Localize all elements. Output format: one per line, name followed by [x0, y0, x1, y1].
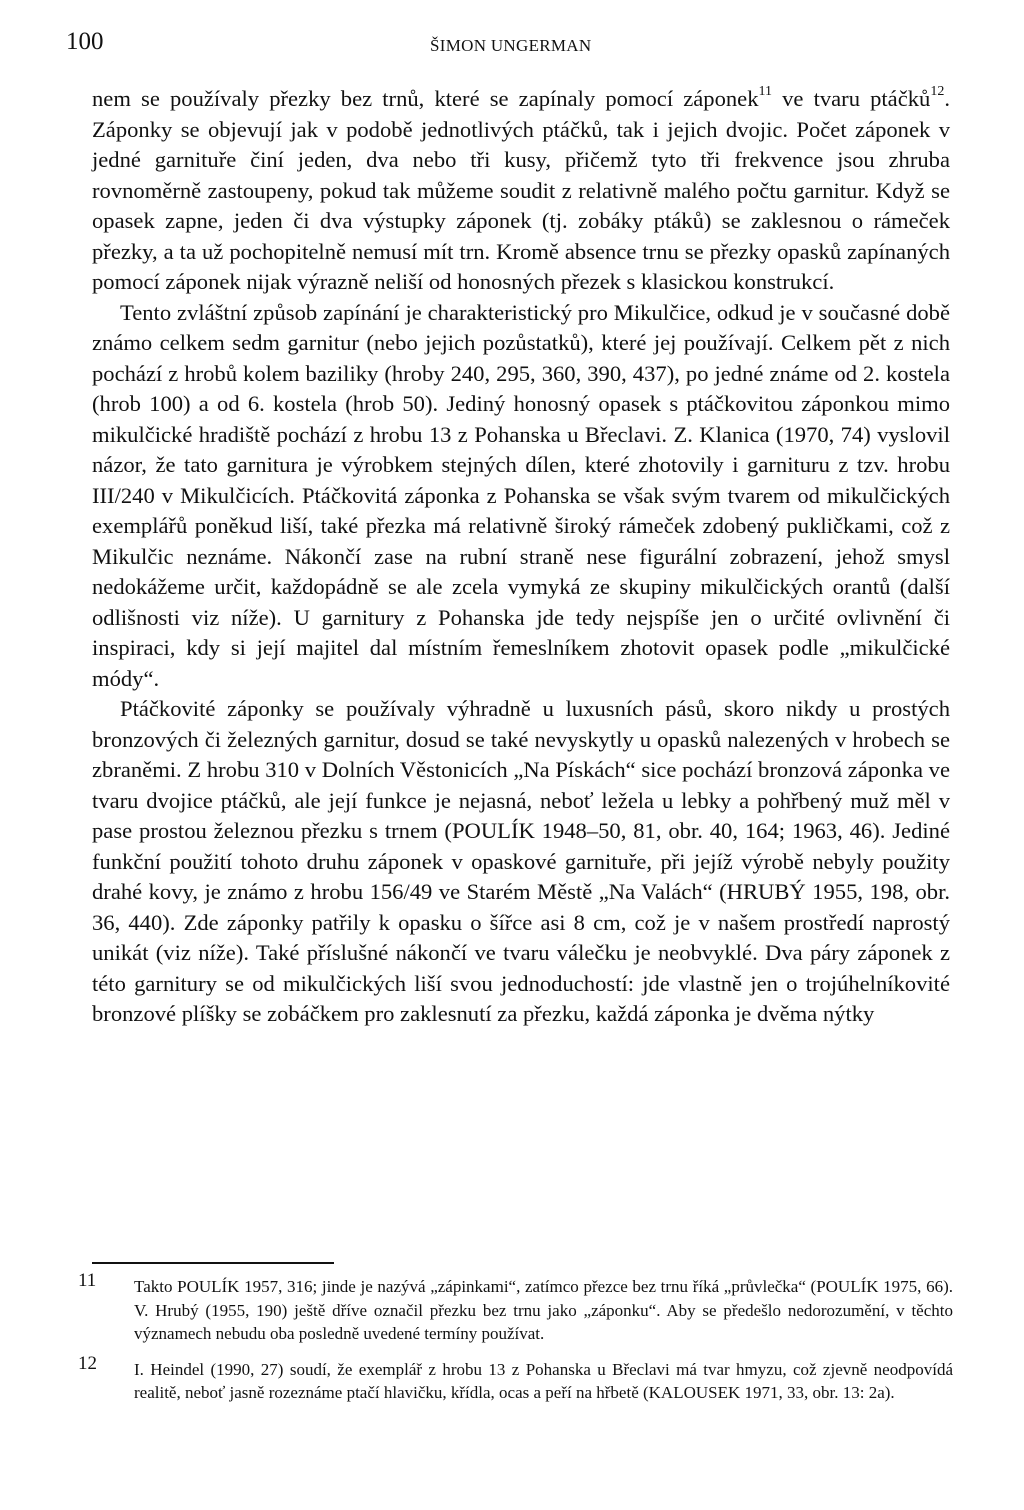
footnote-text: Takto POULÍK 1957, 316; jinde je nazývá „zápinkami“, zatímco přezce bez trnu říká „průvlečka“ (POULÍK 1975, 66). V. Hrubý (1955, 190) ještě dříve označil přezku bez trnu jako „záponku“. Aby se předešlo nedorozumění, v těchto významech nebudu oba posledně uvedené termíny používat.	[134, 1277, 953, 1343]
footnote-12	[48, 1352, 953, 1405]
footnotes	[48, 1270, 953, 1417]
paragraph-1-text-c: . Záponky se objevují jak v podobě jednotlivých ptáčků, tak i jejich dvojic. Počet záponek v jedné garnituře činí jeden, dva nebo tři kusy, přičemž tyto tři frekvence jsou zhruba rovnoměrně zastoupeny, pokud tak můžeme soudit z relativně malého počtu garnitur. Když se opasek zapne, jeden či dva výstupky záponek (tj. zobáky ptáků) se zaklesnou o rámeček přezky, a ta už pochopitelně nemusí mít trn. Kromě absence trnu se přezky opasků zapínaných pomocí záponek nijak výrazně neliší od honosných přezek s klasickou konstrukcí.	[92, 86, 950, 294]
body-text	[92, 84, 950, 1030]
footnote-ref-12[interactable]: 12	[930, 84, 945, 100]
paragraph-2: Tento zvláštní způsob zapínání je charakteristický pro Mikulčice, odkud je v současné době známo celkem sedm garnitur (nebo jejich pozůstatků), které jej používají. Celkem pět z nich pochází z hrobů kolem baziliky (hroby 240, 295, 360, 390, 437), po jedné známe od 2. kostela (hrob 100) a od 6. kostela (hrob 50). Jediný honosný opasek s ptáčkovitou záponkou mimo mikulčické hradiště pochází z hrobu 13 z Pohanska u Břeclavi. Z. Klanica (1970, 74) vyslovil názor, že tato garnitura je výrobkem stejných dílen, které zhotovily i garnituru z tzv. hrobu III/240 v Mikulčicích. Ptáčkovitá záponka z Pohanska se však svým tvarem od mikulčických exemplářů poněkud liší, také přezka má relativně široký rámeček zdobený pukličkami, což z Mikulčic neznáme. Nákončí zase na rubní straně nese figurální zobrazení, jehož smysl nedokážeme určit, každopádně se ale zcela vymyká ze skupiny mikulčických orantů (další odlišnosti viz níže). U garnitury z Pohanska jde tedy nejspíše jen o určité ovlivnění či inspiraci, kdy si její majitel dal místním řemeslníkem zhotovit opasek podle „mikulčické módy“.	[92, 299, 950, 691]
footnote-number: 11	[78, 1270, 97, 1291]
paragraph-1	[92, 84, 950, 298]
footnote-11	[48, 1270, 953, 1346]
footnote-ref-11[interactable]: 11	[758, 84, 772, 100]
running-head: ŠIMON UNGERMAN	[430, 36, 592, 55]
paragraph-1-text-b: ve tvaru ptáčků	[771, 86, 931, 111]
footnote-separator	[92, 1262, 334, 1264]
paragraph-3: Ptáčkovité záponky se používaly výhradně u luxusních pásů, skoro nikdy u prostých bronzových či železných garnitur, dosud se také nevyskytly u opasků nalezených v hrobech se zbraněmi. Z hrobu 310 v Dolních Věstonicích „Na Pískách“ sice pochází bronzová záponka ve tvaru dvojice ptáčků, ale její funkce je nejasná, neboť ležela u lebky a pohřbený muž měl v pase prostou železnou přezku s trnem (POULÍK 1948–50, 81, obr. 40, 164; 1963, 46). Jediné funkční použití tohoto druhu záponek v opaskové garnituře, při jejíž výrobě nebyly použity drahé kovy, je známo z hrobu 156/49 ve Starém Městě „Na Valách“ (HRUBÝ 1955, 198, obr. 36, 440). Zde záponky patřily k opasku o šířce asi 8 cm, což je v našem prostředí naprostý unikát (viz níže). Také příslušné nákončí ve tvaru válečku je neobvyklé. Dva páry záponek z této garnitury se od mikulčických liší svou jednoduchostí: jde vlastně jen o trojúhelníkovité bronzové plíšky se zobáčkem pro zaklesnutí za přezku, každá záponka je dvěma nýtky	[92, 696, 950, 1026]
paragraph-1-text-a: nem se používaly přezky bez trnů, které se zapínaly pomocí záponek	[92, 86, 759, 111]
footnote-text: I. Heindel (1990, 27) soudí, že exemplář z hrobu 13 z Pohanska u Břeclavi má tvar hmyzu, což zjevně neodpovídá realitě, neboť jasně rozeznáme ptačí hlavičku, křídla, ocas a peří na hřbetě (KALOUSEK 1971, 33, obr. 13: 2a).	[134, 1359, 953, 1402]
page-number: 100	[66, 28, 104, 55]
footnote-number: 12	[78, 1352, 97, 1374]
